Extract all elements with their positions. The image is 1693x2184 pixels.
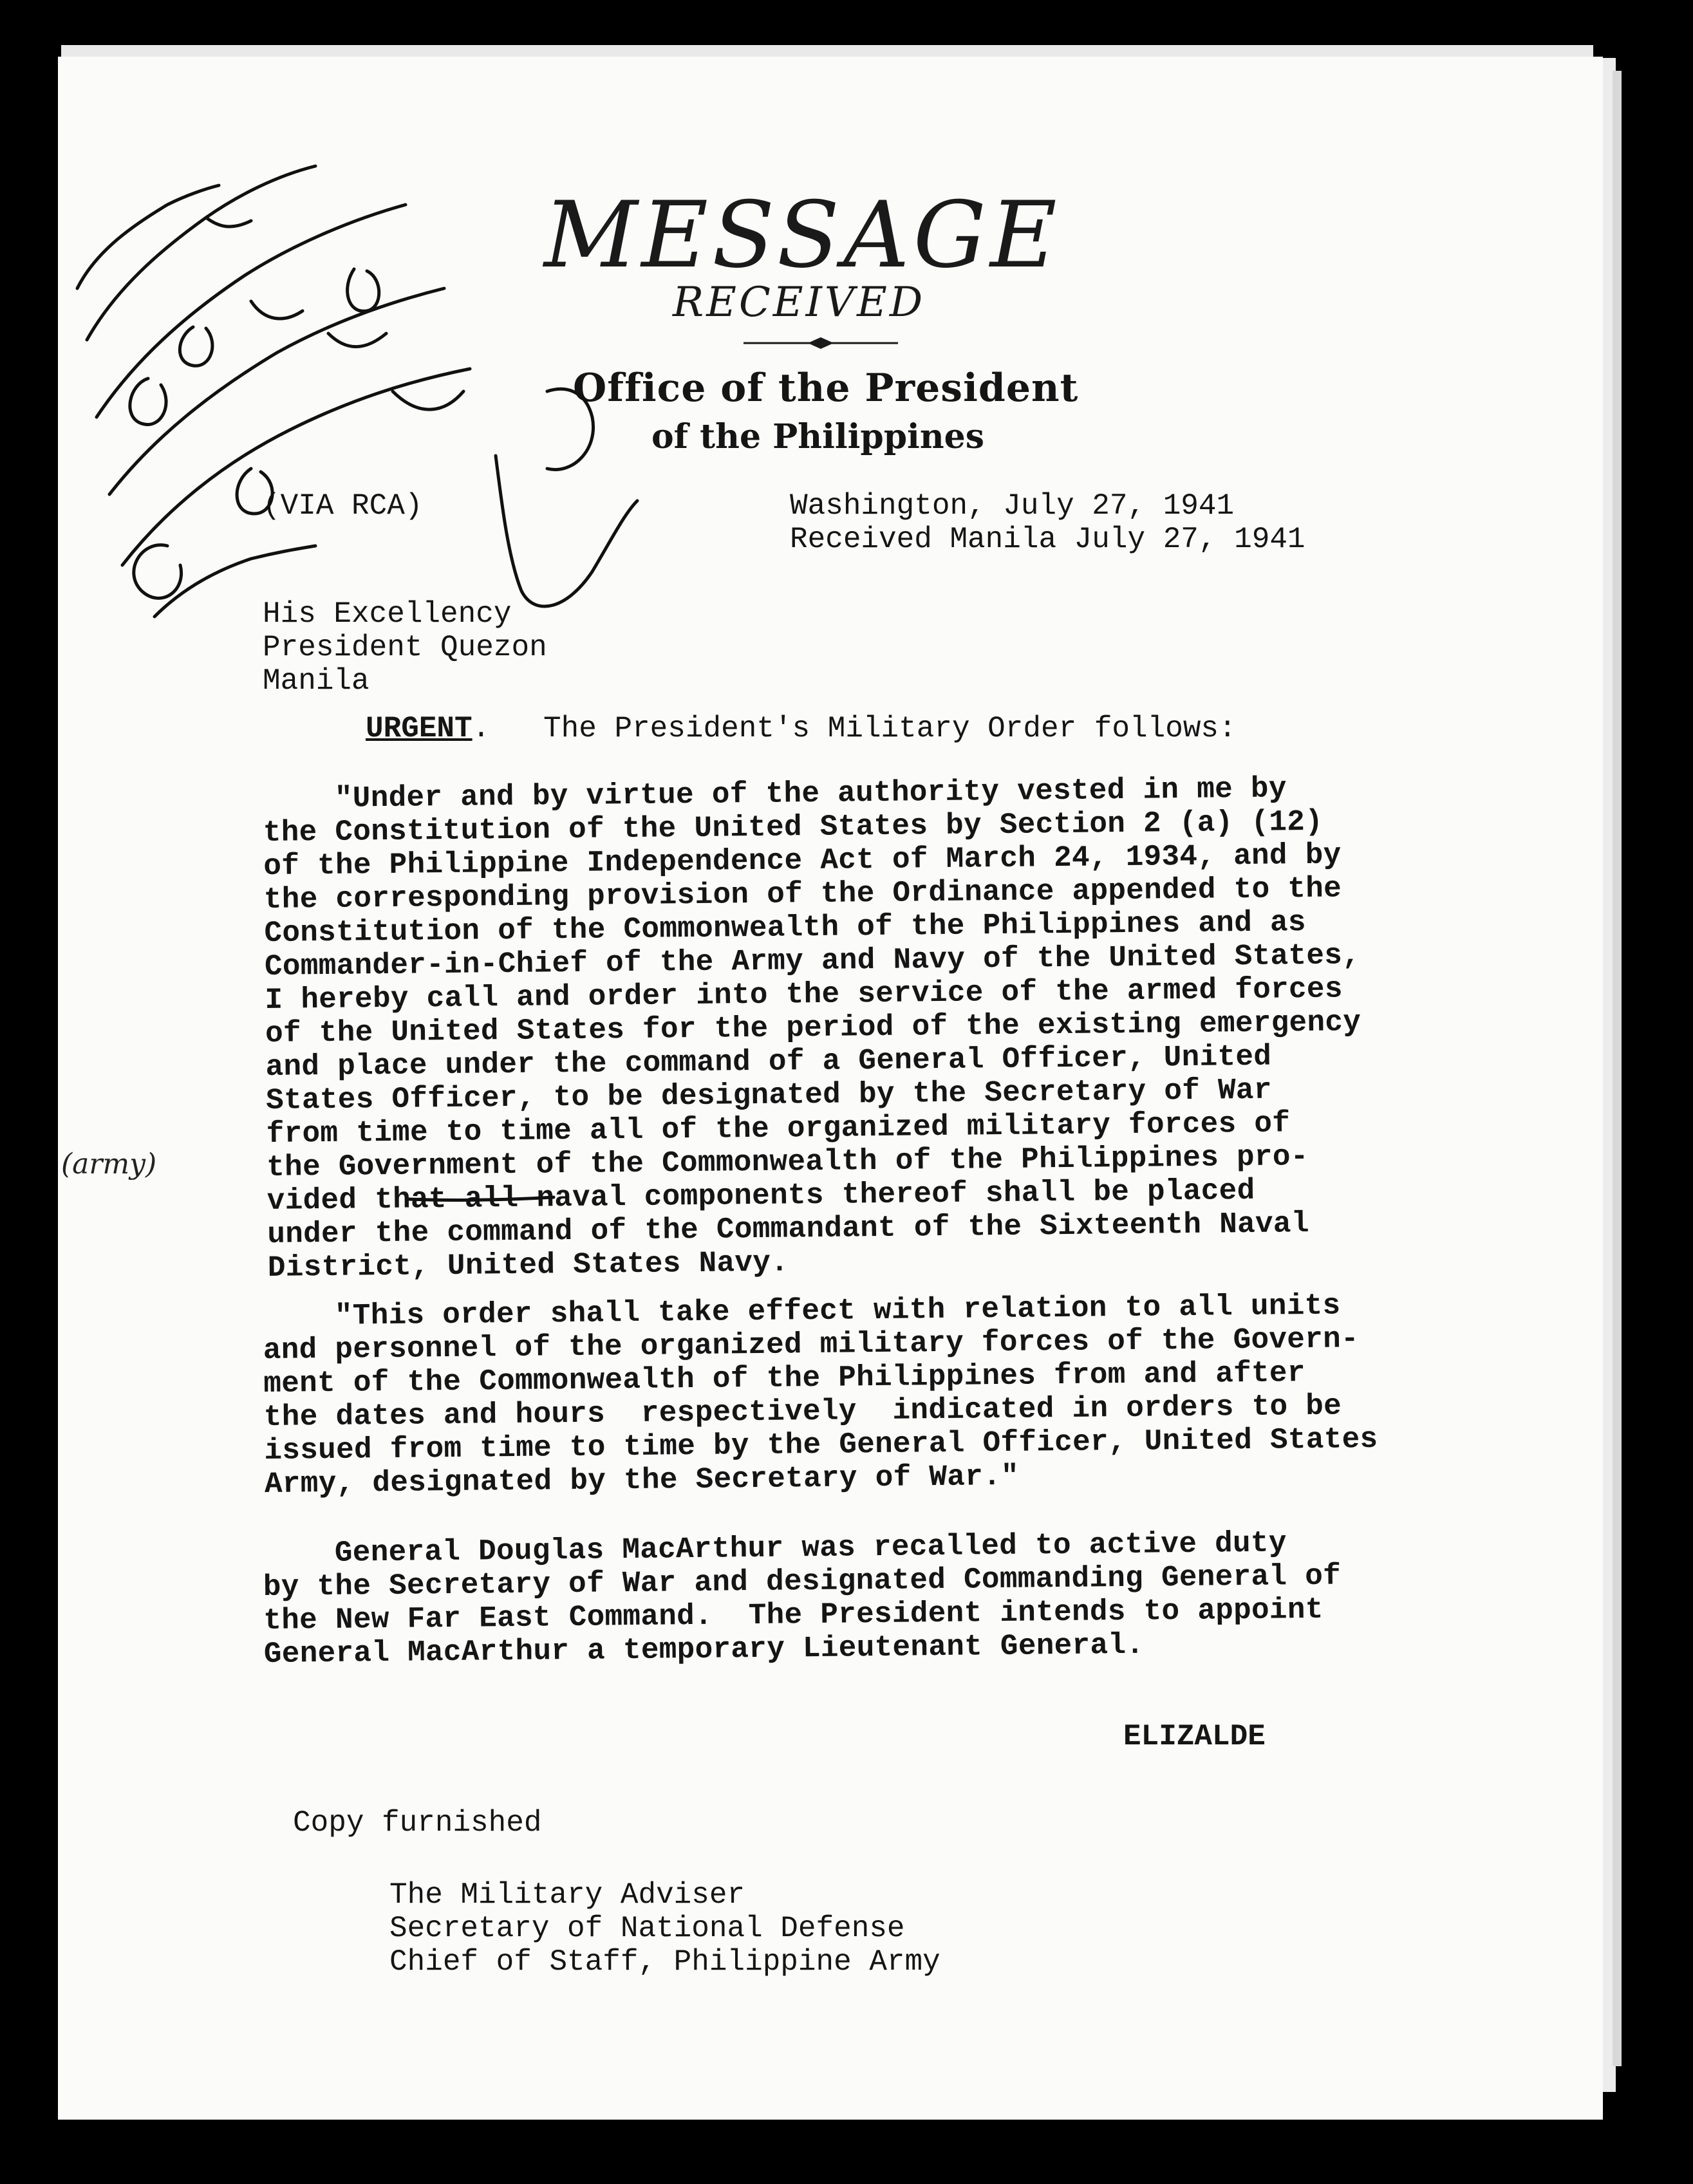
signer-name: ELIZALDE bbox=[1123, 1720, 1266, 1753]
message-page bbox=[58, 57, 1603, 2120]
via-rca: (VIA RCA) bbox=[263, 489, 423, 523]
intro-text: . The President's Military Order follows: bbox=[472, 712, 1237, 745]
text-line: and personnel of the organized military forces of the Govern- bbox=[263, 1322, 1360, 1367]
text-line: vided that all naval components thereof shall be placed bbox=[267, 1173, 1255, 1218]
text-line: from time to time all of the organized military forces of bbox=[266, 1106, 1291, 1151]
urgent-label: URGENT bbox=[366, 712, 472, 745]
text-line: "This order shall take effect with relation to all units bbox=[263, 1289, 1341, 1334]
recipient: Chief of Staff, Philippine Army bbox=[389, 1945, 940, 1979]
paper-stack-edge-right-inner bbox=[1613, 71, 1622, 2066]
dateline bbox=[790, 489, 1305, 556]
text-line: I hereby call and order into the service of the armed forces bbox=[265, 972, 1343, 1017]
order-paragraph-2 bbox=[263, 1289, 1378, 1501]
text-line: issued from time to time by the General Officer, United States bbox=[264, 1422, 1378, 1468]
text-line: Commander-in-Chief of the Army and Navy of the United States, bbox=[264, 938, 1361, 984]
addressee-block bbox=[263, 597, 547, 698]
office-name-line2: of the Philippines bbox=[651, 417, 984, 456]
text-line: under the command of the Commandant of the Sixteenth Naval bbox=[267, 1207, 1310, 1251]
text-line: the Government of the Commonwealth of the Philippines pro- bbox=[266, 1140, 1309, 1184]
addressee-line: Manila bbox=[263, 664, 369, 698]
text-line: General Douglas MacArthur was recalled to active duty bbox=[263, 1526, 1287, 1571]
text-line: ment of the Commonwealth of the Philippines from and after bbox=[263, 1356, 1306, 1401]
order-paragraph-1 bbox=[263, 771, 1363, 1285]
copy-recipients bbox=[389, 1878, 940, 1979]
office-name-line1: Office of the President bbox=[573, 366, 1079, 411]
margin-note-army: (army) bbox=[61, 1148, 157, 1181]
recipient: Secretary of National Defense bbox=[389, 1912, 905, 1945]
text-line: of the Philippine Independence Act of March 24, 1934, and by bbox=[263, 838, 1342, 883]
text-line: General MacArthur a temporary Lieutenant General. bbox=[263, 1628, 1145, 1671]
macarthur-paragraph bbox=[263, 1526, 1342, 1671]
text-line: by the Secretary of War and designated Commanding General of bbox=[263, 1559, 1342, 1604]
text-line: the dates and hours respectively indicated in orders to be bbox=[263, 1389, 1342, 1434]
text-line: of the United States for the period of the existing emergency bbox=[265, 1005, 1361, 1050]
copy-furnished-heading: Copy furnished bbox=[293, 1806, 542, 1840]
text-line: the New Far East Command. The President intends to appoint bbox=[263, 1592, 1324, 1638]
ornament-divider bbox=[744, 333, 898, 353]
text-line: the Constitution of the United States by Section 2 (a) (12) bbox=[263, 805, 1324, 850]
text-line: Constitution of the Commonwealth of the Philippines and as bbox=[264, 906, 1307, 950]
text-line: District, United States Navy. bbox=[267, 1246, 789, 1285]
message-subtitle: RECEIVED bbox=[673, 279, 926, 326]
recipient: The Military Adviser bbox=[389, 1878, 745, 1912]
text-line: States Officer, to be designated by the Secretary of War bbox=[265, 1073, 1273, 1117]
text-line: "Under and by virtue of the authority vested in me by bbox=[263, 772, 1287, 816]
text-line: Army, designated by the Secretary of War." bbox=[264, 1459, 1020, 1501]
origin-date: Washington, July 27, 1941 bbox=[790, 489, 1235, 523]
text-line: and place under the command of a General Officer, United bbox=[265, 1040, 1272, 1084]
received-date: Received Manila July 27, 1941 bbox=[790, 523, 1305, 556]
addressee-line: His Excellency bbox=[263, 597, 512, 631]
intro-line bbox=[366, 712, 1237, 745]
message-title: MESSAGE bbox=[544, 182, 1061, 288]
addressee-line: President Quezon bbox=[263, 631, 547, 664]
text-line: the corresponding provision of the Ordinance appended to the bbox=[263, 872, 1342, 917]
